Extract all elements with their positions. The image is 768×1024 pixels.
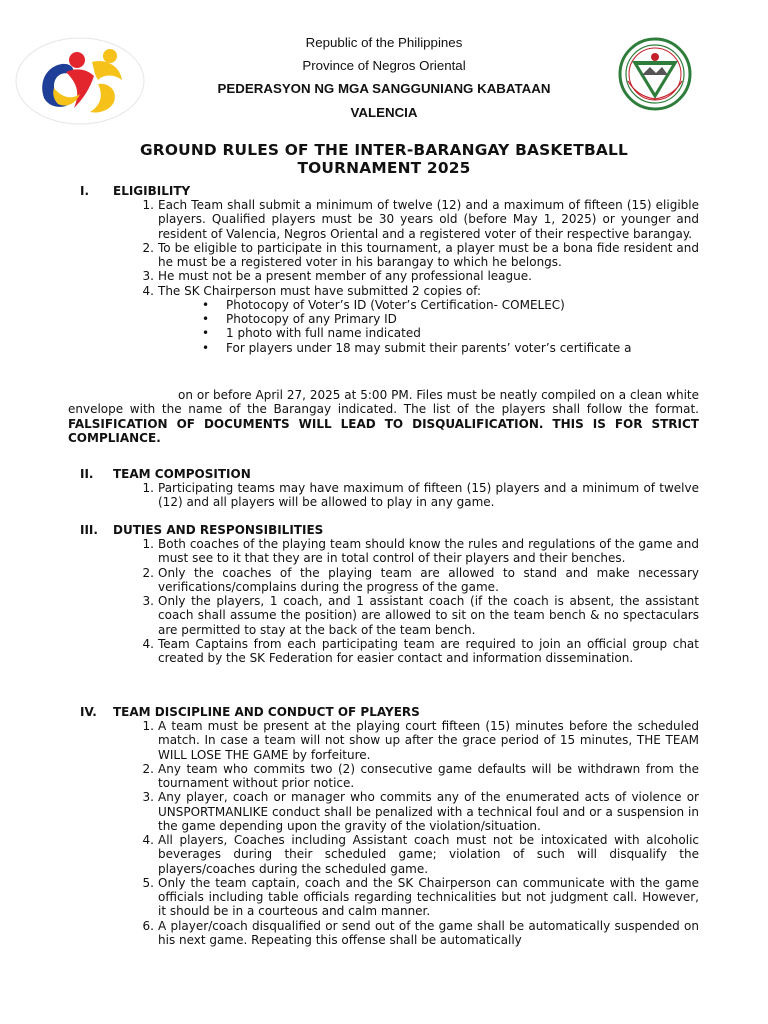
team-composition-list bbox=[142, 481, 699, 510]
submission-paragraph: on or before April 27, 2025 at 5:00 PM. Files must be neatly compiled on a clean white envelope with the name of the Barangay indicated. The list of the players shall follow the format. FALSIFICATION OF DOCUMENTS WILL LEAD TO DISQUALIFICATION. THIS IS FOR STRICT COMPLIANCE. bbox=[68, 388, 699, 445]
document-title bbox=[90, 141, 678, 177]
list-item: 5. Only the team captain, coach and the SK Chairperson can communicate with the game officials including table officials regarding technicalities but not judgment call. However, it should be in a courteous and calm manner. bbox=[142, 875, 699, 919]
section-number: IV. bbox=[80, 705, 97, 719]
section-number: I. bbox=[80, 184, 90, 198]
bullet-item: • Photocopy of Voter’s ID (Voter’s Certification- COMELEC) bbox=[202, 297, 565, 312]
list-item: 6. A player/coach disqualified or send out of the game shall be automatically suspended on his next game. Repeating this offense shall be automatically bbox=[142, 918, 699, 947]
list-item: 2. Only the coaches of the playing team are allowed to stand and make necessary verifications/complains during the progress of the game. bbox=[142, 565, 699, 594]
list-item: 3. Only the players, 1 coach, and 1 assistant coach (if the coach is absent, the assistant coach shall assume the position) are allowed to sit on the team bench & no spectaculars are permitted to stay at the back of the team bench. bbox=[142, 594, 699, 637]
section-title: TEAM DISCIPLINE AND CONDUCT OF PLAYERS bbox=[113, 705, 420, 719]
title-line-2: TOURNAMENT 2025 bbox=[297, 159, 471, 177]
discipline-list bbox=[142, 719, 699, 947]
list-item: 4. Team Captains from each participating team are required to join an official group chat created by the SK Federation for easier contact and information dissemination. bbox=[142, 636, 699, 665]
list-item: 3. Any player, coach or manager who commits any of the enumerated acts of violence or UNSPORTMANLIKE conduct shall be penalized with a technical foul and or a suspension in the game depending upon the gravity of the violation/situation. bbox=[142, 790, 699, 833]
list-item: 2. Any team who commits two (2) consecutive game defaults will be withdrawn from the tournament without prior notice. bbox=[142, 761, 699, 790]
header-municipality: VALENCIA bbox=[350, 105, 418, 120]
bullet-item: • For players under 18 may submit their parents’ voter’s certificate a bbox=[202, 340, 632, 355]
list-item: 1. A team must be present at the playing court fifteen (15) minutes before the scheduled match. In case a team will not show up after the grace period of 15 minutes, THE TEAM WILL LOSE THE GAME by forfeiture. bbox=[142, 719, 699, 762]
header-province: Province of Negros Oriental bbox=[302, 58, 466, 73]
compliance-warning: FALSIFICATION OF DOCUMENTS WILL LEAD TO DISQUALIFICATION. THIS IS FOR STRICT COMPLIANCE. bbox=[68, 416, 699, 445]
bullet-item: • 1 photo with full name indicated bbox=[202, 326, 421, 341]
list-item: 3. He must not be a present member of any professional league. bbox=[142, 269, 532, 284]
section-title: TEAM COMPOSITION bbox=[113, 467, 251, 481]
title-line-1: GROUND RULES OF THE INTER-BARANGAY BASKETBALL bbox=[139, 141, 629, 159]
bullet-item: • Photocopy of any Primary ID bbox=[202, 312, 397, 326]
header-republic: Republic of the Philippines bbox=[305, 35, 463, 50]
eligibility-list bbox=[142, 198, 699, 355]
list-item: 1. Participating teams may have maximum of fifteen (15) players and a minimum of twelve (12) and all players will be allowed to play in any game. bbox=[142, 481, 699, 510]
section-title: ELIGIBILITY bbox=[113, 184, 191, 198]
list-item: 4. All players, Coaches including Assistant coach must not be intoxicated with alcoholic beverages during their scheduled game; violation of such will disqualify the players/coaches during the scheduled game. bbox=[142, 833, 699, 876]
list-item: 1. Each Team shall submit a minimum of twelve (12) and a maximum of fifteen (15) eligible players. Qualified players must be 30 years old (before May 1, 2025) or younger and resident of Valencia, Negros Oriental and a registered voter of their respective barangay. bbox=[142, 198, 699, 241]
duties-list bbox=[142, 537, 699, 665]
list-item: 2. To be eligible to participate in this tournament, a player must be a bona fide resident and he must be a registered voter in his barangay to which he belongs. bbox=[142, 240, 699, 269]
list-item: 1. Both coaches of the playing team should know the rules and regulations of the game and must see to it that they are in total control of their players and their benches. bbox=[142, 537, 699, 566]
section-number: II. bbox=[80, 467, 94, 481]
requirements-bullet-list bbox=[158, 298, 699, 355]
section-number: III. bbox=[80, 523, 98, 537]
section-title: DUTIES AND RESPONSIBILITIES bbox=[113, 523, 324, 537]
list-item: 4. The SK Chairperson must have submitted 2 copies of: • Photocopy of Voter’s ID (Voter’s Certification- COMELEC) • Photocopy of any Primary ID • 1 photo with full name indicated • For players under 18 may submit their parents’ voter’s certificate a bbox=[158, 284, 699, 355]
valencia-seal bbox=[608, 37, 702, 111]
sk-logo bbox=[14, 36, 146, 126]
header-federation: PEDERASYON NG MGA SANGGUNIANG KABATAAN bbox=[217, 81, 551, 96]
